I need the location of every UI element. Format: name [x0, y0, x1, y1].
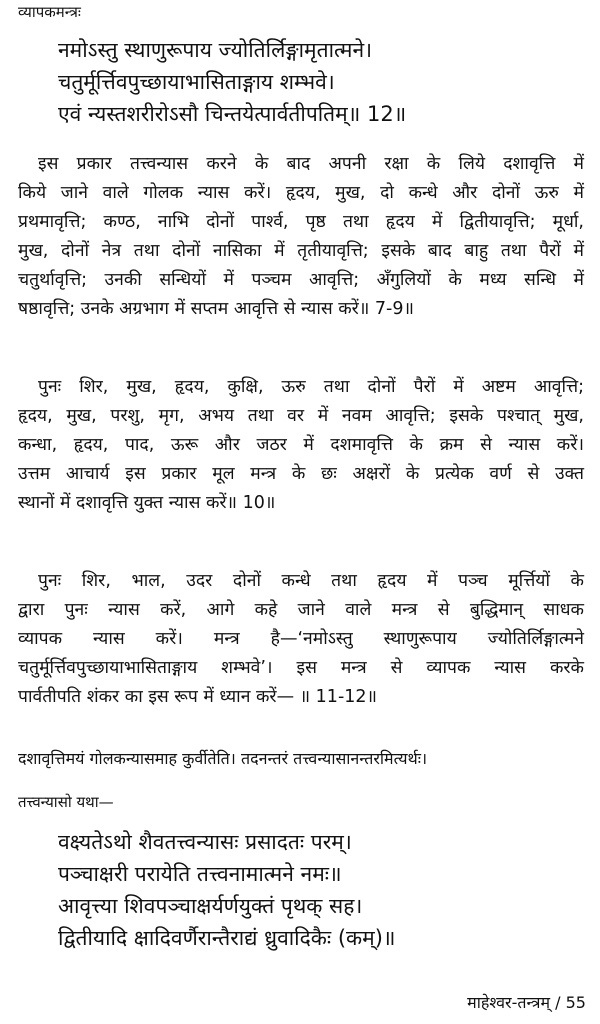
- verse-line: आवृत्त्या शिवपञ्चाक्षर्यर्णयुक्तं पृथक् सह।: [58, 894, 363, 918]
- paragraph-line: स्थानों में दशावृत्ति युक्त न्यास करें॥ 10॥: [18, 493, 276, 513]
- mantra-line: एवं न्यस्तशरीरोऽसौ चिन्तयेत्पार्वतीपतिम्॥ 12॥: [58, 102, 407, 126]
- section-label-vyapaka-mantra: व्यापकमन्त्रः: [18, 3, 81, 21]
- verse-line: द्वितीयादि क्षादिवर्णैरान्तैराद्यं ध्रुवादिकैः (कम्)॥: [58, 926, 396, 950]
- paragraph-line: व्यापक न्यास करें। मन्त्र है—‘नमोऽस्तु स्थाणुरूपाय ज्योतिर्लिङ्गात्मने: [18, 629, 584, 649]
- section-label-tattva-nyasa: तत्त्वन्यासो यथा—: [18, 793, 114, 811]
- hindi-paragraph-1: [18, 150, 584, 324]
- paragraph-line: द्वारा पुनः न्यास करें, आगे कहे जाने वाले मन्त्र से बुद्धिमान् साधक: [18, 600, 584, 620]
- paragraph-line: उत्तम आचार्य इस प्रकार मूल मन्त्र के छः अक्षरों के प्रत्येक वर्ण से उक्त: [18, 464, 584, 484]
- mantra-verse-block: [58, 34, 528, 130]
- paragraph-line: पार्वतीपति शंकर का इस रूप में ध्यान करें— ॥ 11-12॥: [18, 687, 378, 707]
- paragraph-line: हृदय, मुख, परशु, मृग, अभय तथा वर में नवम आवृत्ति; इसके पश्चात् मुख,: [18, 406, 584, 426]
- verse-line: पञ्चाक्षरी परायेति तत्त्वनामात्मने नमः॥: [58, 862, 342, 886]
- paragraph-line: चतुर्थावृत्ति; उनकी सन्धियों में पञ्चम आवृत्ति; अँगुलियों के मध्य सन्धि में: [18, 270, 584, 290]
- mantra-line: चतुर्मूर्त्तिवपुच्छायाभासिताङ्गाय शम्भवे।: [58, 70, 335, 94]
- page-footer-book-title-page-number: माहेश्वर-तन्त्रम् / 55: [467, 993, 586, 1012]
- paragraph-line: किये जाने वाले गोलक न्यास करें। हृदय, मुख, दो कन्धे और दोनों ऊरु में: [18, 183, 584, 203]
- paragraph-line: चतुर्मूर्त्तिवपुच्छायाभासिताङ्गाय शम्भवे’। इस मन्त्र से व्यापक न्यास करके: [18, 658, 584, 678]
- sanskrit-commentary: दशावृत्तिमयं गोलकन्यासमाह कुर्वीतेति। तदनन्तरं तत्त्वन्यासानन्तरमित्यर्थः।: [18, 749, 428, 768]
- paragraph-line: षष्ठावृत्ति; उनके अग्रभाग में सप्तम आवृत्ति से न्यास करें॥ 7-9॥: [18, 299, 414, 319]
- tattva-nyasa-verse-block: [58, 826, 528, 954]
- paragraph-line: मुख, दोनों नेत्र तथा दोनों नासिका में तृतीयावृत्ति; इसके बाद बाहु तथा पैरों में: [18, 241, 584, 261]
- paragraph-line: पुनः शिर, मुख, हृदय, कुक्षि, ऊरु तथा दोनों पैरों में अष्टम आवृत्ति;: [38, 377, 584, 397]
- mantra-line: नमोऽस्तु स्थाणुरूपाय ज्योतिर्लिङ्गामृतात्मने।: [58, 38, 373, 62]
- verse-line: वक्ष्यतेऽथो शैवतत्त्वन्यासः प्रसादतः परम्।: [58, 830, 352, 854]
- hindi-paragraph-3: [18, 567, 584, 712]
- paragraph-line: प्रथमावृत्ति; कण्ठ, नाभि दोनों पार्श्व, पृष्ठ तथा हृदय में द्वितीयावृत्ति; मूर्धा,: [18, 212, 584, 232]
- paragraph-line: पुनः शिर, भाल, उदर दोनों कन्धे तथा हृदय में पञ्च मूर्त्तियों के: [38, 571, 584, 591]
- paragraph-line: कन्धा, हृदय, पाद, ऊरू और जठर में दशमावृत्ति के क्रम से न्यास करें।: [18, 435, 584, 455]
- paragraph-line: इस प्रकार तत्त्वन्यास करने के बाद अपनी रक्षा के लिये दशावृत्ति में: [38, 154, 584, 174]
- hindi-paragraph-2: [18, 373, 584, 518]
